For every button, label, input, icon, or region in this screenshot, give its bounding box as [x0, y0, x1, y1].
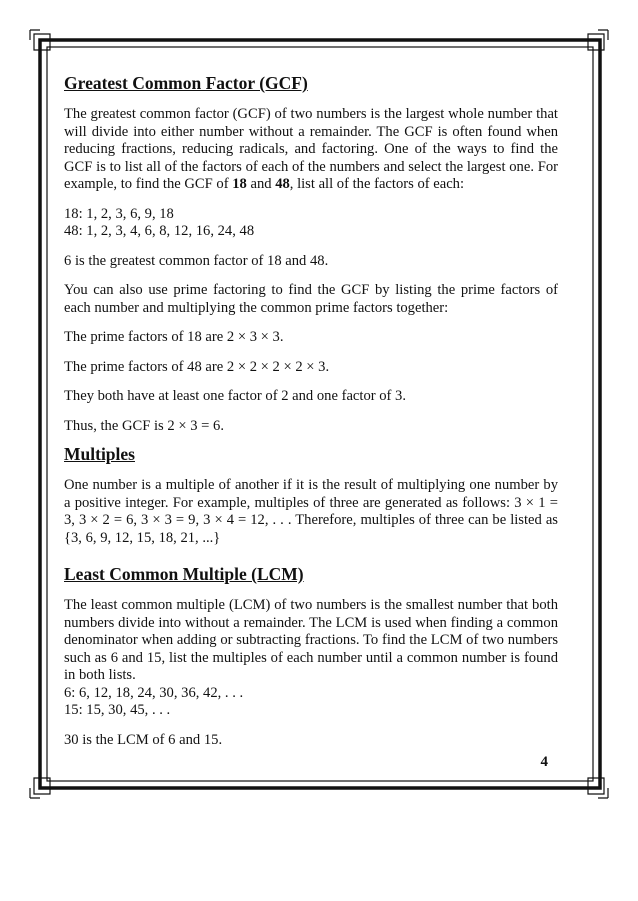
- prime-factors-18: The prime factors of 18 are 2 × 3 × 3.: [64, 329, 284, 345]
- prime-factoring-intro: You can also use prime factoring to find the GCF by listing the prime factors of each number and multiplying the common prime factors together:: [64, 282, 558, 316]
- multiples-of-15: 15: 15, 30, 45, . . .: [64, 702, 171, 718]
- multiples-paragraph: One number is a multiple of another if it is the result of multiplying one number by a positive integer. For example, multiples of three are generated as follows: 3 × 1 = 3, 3 × 2 = 6, 3 × 3 = 9, 3 × 4 = 12, . . . Therefore, multiples of three can be listed as {3, 6, 9, 12, 15, 18, 21, ...}: [64, 477, 558, 546]
- lcm-heading: Least Common Multiple (LCM): [64, 564, 304, 584]
- gcf-heading: Greatest Common Factor (GCF): [64, 73, 308, 93]
- gcf-intro-text: The greatest common factor (GCF) of two numbers is the largest whole number that will divide into either number without a remainder. The GCF is often found when reducing fractions, reducing radicals, and factoring. One of the ways to find the GCF is to list all of the factors of each of the numbers and select the largest one. For example, to find the GCF of: [64, 106, 558, 192]
- gcf-intro-paragraph: [64, 106, 558, 194]
- gcf-conclusion: Thus, the GCF is 2 × 3 = 6.: [64, 417, 224, 434]
- and-word: and: [246, 176, 276, 192]
- page-content: [64, 70, 558, 749]
- prime-factors-48: The prime factors of 48 are 2 × 2 × 2 × 2 × 3.: [64, 358, 330, 375]
- lcm-paragraph: The least common multiple (LCM) of two numbers is the smallest number that both numbers divide into without a remainder. The LCM is used when finding a common denominator when adding or subtracting fractions. To find the LCM of two numbers such as 6 and 15, list the multiples of each number until a common number is found in both lists.: [64, 597, 558, 683]
- gcf-intro-tail: , list all of the factors of each:: [289, 176, 465, 192]
- bold-18: 18: [232, 176, 247, 192]
- page-number: 4: [540, 754, 548, 770]
- factors-of-18: 18: 1, 2, 3, 6, 9, 18: [64, 205, 174, 222]
- factors-of-48: 48: 1, 2, 3, 4, 6, 8, 12, 16, 24, 48: [64, 223, 255, 239]
- gcf-result: 6 is the greatest common factor of 18 and 48.: [64, 252, 329, 269]
- common-factors: They both have at least one factor of 2 and one factor of 3.: [64, 388, 407, 404]
- multiples-of-6: 6: 6, 12, 18, 24, 30, 36, 42, . . .: [64, 684, 244, 701]
- lcm-result: 30 is the LCM of 6 and 15.: [64, 731, 223, 748]
- bold-48: 48: [275, 176, 290, 192]
- multiples-heading: Multiples: [64, 444, 135, 464]
